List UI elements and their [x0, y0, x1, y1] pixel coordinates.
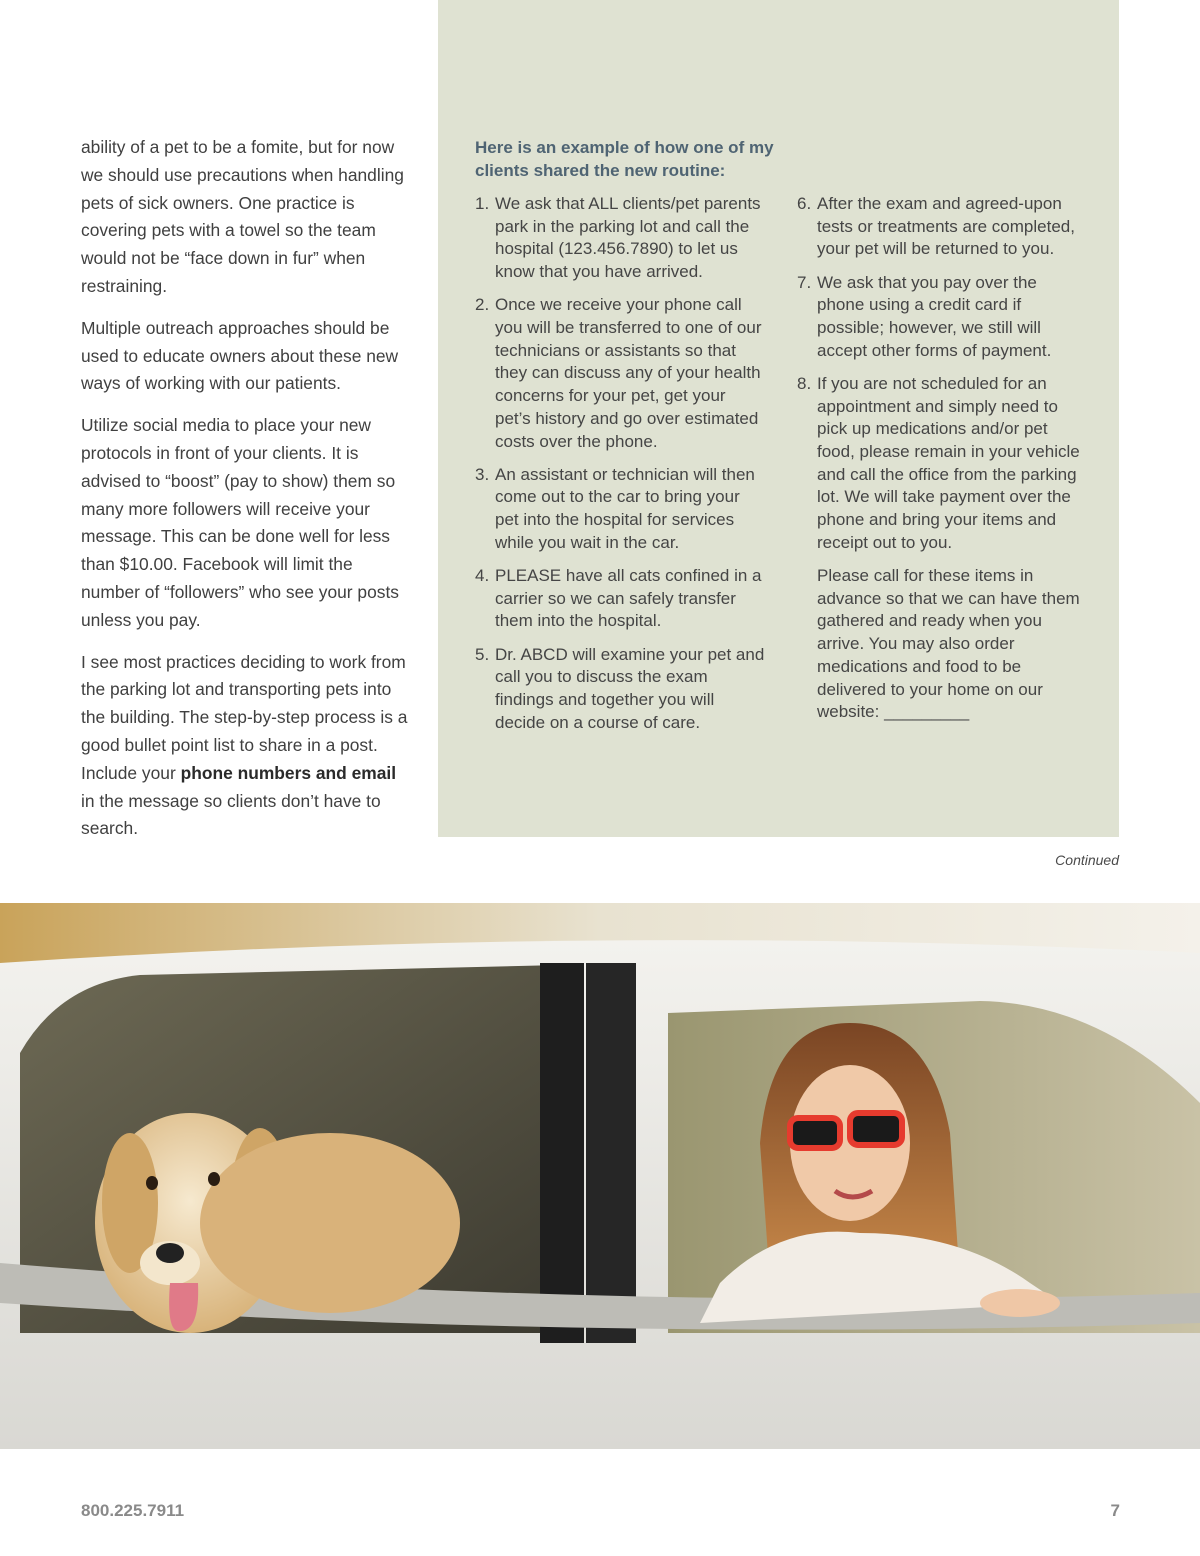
bold-contact-text: phone numbers and email [180, 762, 397, 783]
step-number: 5. [475, 644, 490, 664]
page-number: 7 [1110, 1501, 1120, 1520]
step-number: 3. [475, 464, 490, 484]
step-number: 7. [797, 272, 812, 292]
list-item [475, 644, 765, 735]
sidebar-note: Please call for these items in advance so that we can have them gathered and ready when you arrive. You may also order medications and food to be delivered to your home on our website: _________ [817, 566, 1080, 722]
step-text: Dr. ABCD will examine your pet and call you to discuss the exam findings and together you will decide on a course of care. [495, 644, 765, 732]
step-text: An assistant or technician will then come out to the car to bring your pet into the hospital for services while you wait in the car. [495, 464, 755, 552]
list-item [475, 565, 765, 633]
list-item [797, 272, 1087, 363]
step-number: 6. [797, 194, 812, 213]
paragraph-parking-lot [81, 649, 411, 844]
step-text: If you are not scheduled for an appointment and simply need to pick up medications and/or pet food, please remain in your vehicle and call the office from the parking lot. We will take payment over the phone and bring your items and receipt out to you. [817, 373, 1080, 552]
dog-and-woman-in-car-photo [0, 903, 1200, 1449]
step-text: We ask that ALL clients/pet parents park in the parking lot and call the hospital (123.456.7890) to let us know that you have arrived. [495, 194, 761, 282]
sidebar-heading: Here is an example of how one of my clients shared the new routine: [475, 138, 774, 180]
continued-label: Continued [1055, 852, 1119, 868]
list-item [797, 373, 1087, 555]
steps-list-right [797, 193, 1087, 734]
step-number: 2. [475, 295, 490, 315]
step-text: After the exam and agreed-upon tests or treatments are completed, your pet will be returned to you. [817, 194, 1075, 259]
step-number: 4. [475, 566, 490, 586]
list-item [475, 294, 765, 453]
routine-sidebar [438, 0, 1119, 837]
main-column [81, 134, 411, 857]
paragraph-outreach: Multiple outreach approaches should be used to educate owners about these new ways of working with our patients. [81, 317, 399, 394]
list-item [475, 464, 765, 555]
steps-list-left [475, 193, 765, 745]
step-number: 1. [475, 194, 490, 213]
step-number: 8. [797, 373, 812, 393]
list-item [797, 193, 1087, 261]
paragraph-text: I see most practices deciding to work from the parking lot and transporting pets into the building. The step-by-step process is a good bullet point list to share in a post. Include your [81, 651, 408, 783]
footer-phone: 800.225.7911 [81, 1501, 185, 1520]
step-text: Once we receive your phone call you will be transferred to one of our technicians or assistants so that they can discuss any of your health concerns for your pet, get your pet’s history and go over estimated costs over the phone. [495, 295, 762, 451]
paragraph-fomite: ability of a pet to be a fomite, but for now we should use precautions when handling pets of sick owners. One practice is covering pets with a towel so the team would not be “face down in fur” when restraining. [81, 137, 404, 296]
list-item [475, 193, 765, 284]
step-text: We ask that you pay over the phone using a credit card if possible; however, we still will accept other forms of payment. [817, 272, 1052, 360]
paragraph-social-media: Utilize social media to place your new protocols in front of your clients. It is advised to “boost” (pay to show) them so many more followers will receive your message. This can be done well for less than $10.00. Facebook will limit the number of “followers” who see your posts unless you pay. [81, 415, 399, 630]
step-text: PLEASE have all cats confined in a carrier so we can safely transfer them into the hospital. [495, 566, 762, 631]
paragraph-text-end: in the message so clients don’t have to search. [81, 790, 381, 839]
